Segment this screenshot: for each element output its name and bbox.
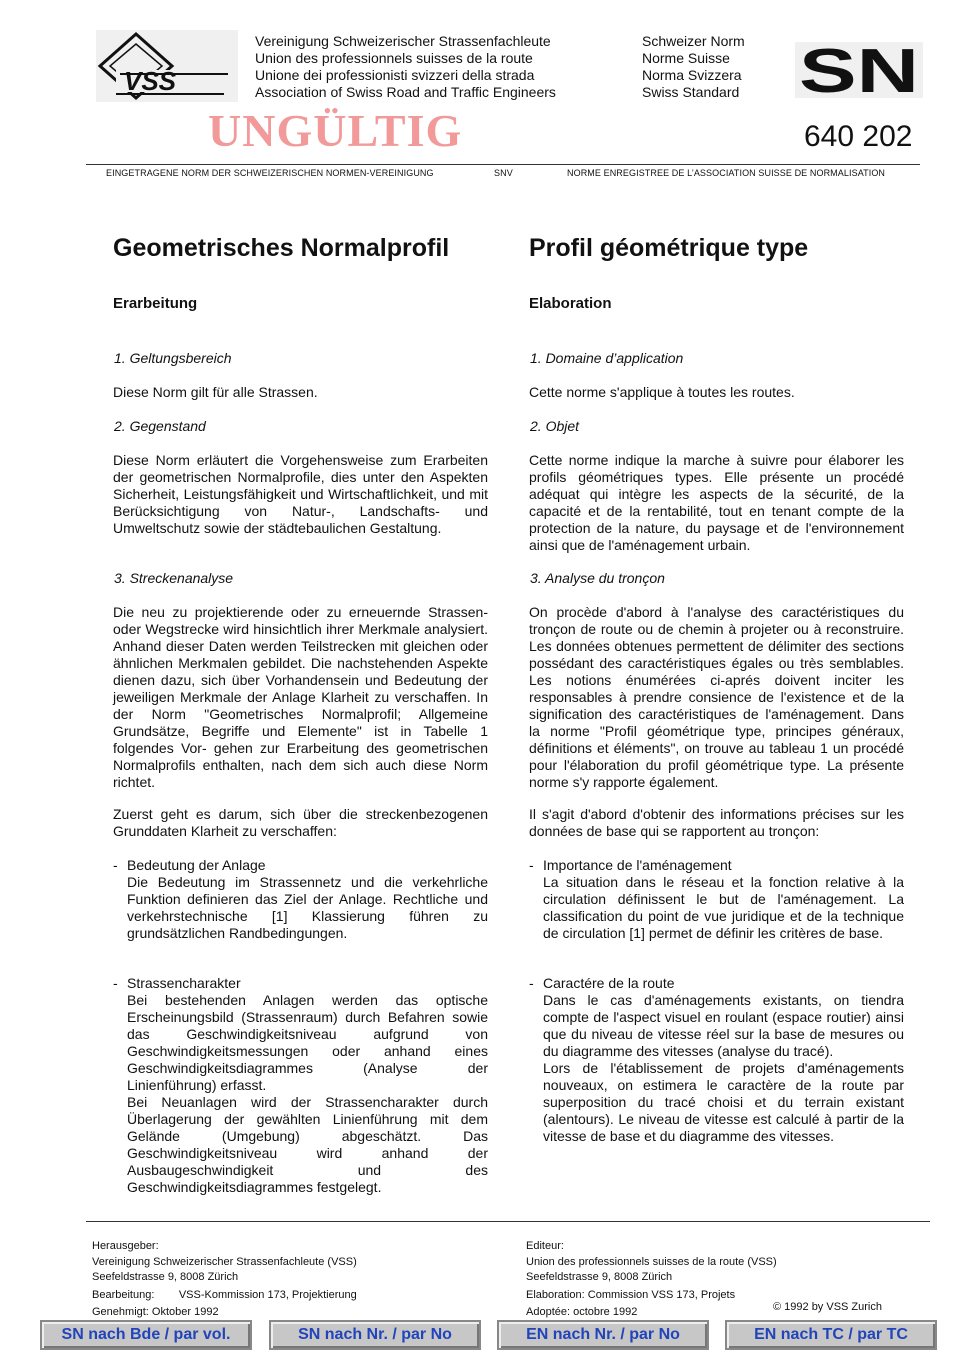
list-item-title: Bedeutung der Anlage [127, 857, 266, 873]
section-heading-de-1: 1. Geltungsbereich [114, 350, 232, 366]
list-item-de-2: - Strassencharakter Bei bestehenden Anlagen werden das optische Erscheinungsbild (Strassenraum) durch Befahren sowie das Geschwindigkeitsniveau aufgrund von Geschwindigkeitsmessungen oder anhand eines Geschwindigkeitsdiagrammes (Analyse der Linienführung) erfasst. Bei Neuanlagen wird der Strassencharakter durch Überlagerung der gewählten Linienführung mit dem Gelände (Umgebung) abgeschätzt. Das Geschwindigkeitsniveau wird anhand der Ausbaugeschwindigkeit und des Geschwindigkeitsdiagrammes festgelegt. [113, 975, 488, 1195]
registered-norm-de: EINGETRAGENE NORM DER SCHWEIZERISCHEN NORMEN-VEREINIGUNG [106, 168, 434, 178]
title-fr: Profil géométrique type [529, 234, 809, 262]
nav-button-sn-by-number[interactable] [269, 1320, 481, 1350]
footer-line: Herausgeber: [92, 1240, 159, 1252]
registered-norm-fr: NORME ENREGISTREE DE L’ASSOCIATION SUISSE DE NORMALISATION [567, 168, 886, 178]
footer-line: Seefeldstrasse 9, 8008 Zürich [526, 1271, 673, 1283]
nav-button-label: SN nach Nr. / par No [298, 1326, 452, 1343]
footer-line: Seefeldstrasse 9, 8008 Zürich [92, 1271, 239, 1283]
list-item-text: Die Bedeutung im Strassennetz und die verkehrliche Funktion definieren das Ziel der Anlage. Rechtliche und verkehrstechnische [1] Klassierung führen zu grundsätzlichen Randbedingungen. [127, 874, 488, 941]
footer-line: Genehmigt: Oktober 1992 [92, 1306, 219, 1318]
paragraph-de-4: Zuerst geht es darum, sich über die streckenbezogenen Grunddaten Klarheit zu verschaffen: [113, 806, 488, 839]
footer-line: Editeur: [526, 1240, 564, 1252]
list-item-text: Bei bestehenden Anlagen werden das optische Erscheinungsbild (Strassenraum) durch Befahren sowie das Geschwindigkeitsniveau aufgrund von Geschwindigkeitsmessungen oder anhand eines Geschwindigkeitsdiagrammes (Analyse der Linienführung) erfasst. [127, 992, 488, 1093]
vss-logo-text: VSS [124, 66, 177, 96]
footer-line: Elaboration: Commission VSS 173, Projets [526, 1288, 736, 1301]
org-name-en: Association of Swiss Road and Traffic Engineers [255, 84, 556, 100]
footer-line: Bearbeitung: VSS-Kommission 173, Projektierung [92, 1288, 357, 1301]
nav-button-label: SN nach Bde / par vol. [61, 1326, 231, 1343]
list-item-title: Caractére de la route [543, 975, 675, 991]
norm-name-en: Swiss Standard [642, 84, 740, 100]
section-heading-fr-1: 1. Domaine d’application [530, 350, 684, 366]
invalid-stamp: UNGÜLTIG [208, 105, 463, 156]
title-de: Geometrisches Normalprofil [113, 234, 450, 262]
norm-names [642, 33, 745, 101]
subtitle-fr: Elaboration [529, 295, 612, 312]
org-name-de: Vereinigung Schweizerischer Strassenfachleute [255, 33, 551, 49]
nav-button-en-by-number[interactable] [497, 1320, 709, 1350]
list-item-title: Strassencharakter [127, 975, 241, 991]
footer-publisher-de [92, 1239, 492, 1321]
vss-logo [96, 30, 238, 102]
paragraph-de-2: Diese Norm erläutert die Vorgehensweise zum Erarbeiten der geometrischen Normalprofile, dies unter den Aspekten Sicherheit, Leistungsfähigkeit und Wirtschaftlichkeit, und mit Berücksichtigung von Natur-, Landschafts- und Umweltschutz sowie der städtebaulichen Gestaltung. [113, 452, 488, 536]
copyright: © 1992 by VSS Zurich [773, 1301, 882, 1313]
list-item-text: La situation dans le réseau et la fonction relative à la circulation définissent le but de l'aménagement. La classification du point de vue juridique et de la technique de circulation [1] permet de définir les critères de base. [543, 874, 904, 941]
section-heading-fr-2: 2. Objet [530, 418, 580, 434]
sn-logo-text: SN [799, 42, 919, 98]
paragraph-fr-2: Cette norme indique la marche à suivre pour élaborer les profils géométriques types. Elle présente un procédé adéquat qui intègre les aspects de la sécurité, de la capacité et de la rentabilité, tout en tenant compte de la protection de la nature, du paysage et de l'environnement ainsi que de l'aménagement urbain. [529, 452, 904, 553]
list-item-fr-2: - Caractére de la route Dans le cas d'aménagements existants, on tiendra compte de l'aspect visuel en roulant (espace routier) ainsi que du niveau de vitesse réel sur la base de mesures ou du diagramme des vitesses (analyse du tracé). Lors de l'établissement de projets d'aménagements nouveaux, on estimera le caractère de la route par superposition du tracé choisi et du terrain existant (alentours). Le niveau de vitesse est calculé à partir de la vitesse de base et du diagramme des vitesses. [529, 975, 904, 1144]
paragraph-fr-1: Cette norme s'applique à toutes les routes. [529, 384, 795, 400]
list-item-text: Dans le cas d'aménagements existants, on tiendra compte de l'aspect visuel en roulant (espace routier) ainsi que du niveau de vitesse réel sur la base de mesures ou du diagramme des vitesses (analyse du tracé). [543, 992, 904, 1059]
paragraph-de-3: Die neu zu projektierende oder zu erneuernde Strassen- oder Wegstrecke wird hinsichtlich ihrer Merkmale analysiert. Anhand dieser Daten werden Teilstrecken mit gleichen oder ähnlichen Merkmalen gebildet. Die nachstehenden Aspekte dienen dazu, sich über Vorhandensein und Bedeutung der jeweiligen Merkmale der Anlage Klarheit zu verschaffen. In der Norm "Geometrisches Normalprofil; Allgemeine Grundsätze, Begriffe und Elemente" ist in Tabelle 1 folgendes Vor- gehen zur Erarbeitung des geometrischen Normalprofils enthalten, nach dem sich auch diese Norm richtet. [113, 604, 488, 790]
norm-name-fr: Norme Suisse [642, 50, 730, 66]
snv-label: SNV [494, 168, 513, 178]
list-item-fr-1: - Importance de l'aménagement La situation dans le réseau et la fonction relative à la circulation définissent le but de l'aménagement. La classification du point de vue juridique et de la technique de circulation [1] permet de définir les critères de base. [529, 857, 904, 941]
list-item-text: Lors de l'établissement de projets d'aménagements nouveaux, on estimera le caractère de la route par superposition du tracé choisi et du terrain existant (alentours). Le niveau de vitesse est calculé à partir de la vitesse de base et du diagramme des vitesses. [543, 1060, 904, 1144]
section-heading-fr-3: 3. Analyse du tronçon [530, 570, 665, 586]
paragraph-de-1: Diese Norm gilt für alle Strassen. [113, 384, 318, 400]
footer-line: Union des professionnels suisses de la route (VSS) [526, 1255, 777, 1268]
list-item-text: Bei Neuanlagen wird der Strassencharakter durch Überlagerung der gewählten Linienführung mit dem Gelände (Umgebung) abgeschätzt. Das Geschwindigkeitsniveau wird anhand der Ausbaugeschwindigkeit und des Geschwindigkeitsdiagrammes festgelegt. [127, 1094, 488, 1195]
list-item-title: Importance de l'aménagement [543, 857, 732, 873]
sn-logo [795, 42, 923, 98]
subtitle-de: Erarbeitung [113, 295, 198, 312]
org-names [255, 33, 556, 101]
section-heading-de-2: 2. Gegenstand [114, 418, 206, 434]
paragraph-fr-3: On procède d'abord à l'analyse des caractéristiques du tronçon de route ou de chemin à projeter ou à reconstruire. Les données obtenues permettent de délimiter des sections possédant des caractéristiques égales ou très semblables. Les notions énumérées ci-aprés doivent inciter les responsables à prendre consience de l'existence et de la signification des caractéristiques de l'aménagement. Dans la norme "Profil géométrique type, principes généraux, définitions et éléments", on trouve au tableau 1 un procédé pour l'élaboration du profil géométrique type. La présente norme s'y rapporte également. [529, 604, 904, 790]
org-name-fr: Union des professionnels suisses de la route [255, 50, 533, 66]
nav-button-en-by-tc[interactable] [725, 1320, 937, 1350]
document-number: 640 202 [804, 120, 913, 153]
norm-name-it: Norma Svizzera [642, 67, 742, 83]
section-heading-de-3: 3. Streckenanalyse [114, 570, 234, 586]
paragraph-fr-4: Il s'agit d'abord d'obtenir des informations précises sur les données de base qui se rapportent au tronçon: [529, 806, 904, 839]
nav-button-label: EN nach Nr. / par No [526, 1326, 680, 1343]
list-item-de-1: - Bedeutung der Anlage Die Bedeutung im Strassennetz und die verkehrliche Funktion definieren das Ziel der Anlage. Rechtliche und verkehrstechnische [1] Klassierung führen zu grundsätzlichen Randbedingungen. [113, 857, 488, 941]
nav-button-label: EN nach TC / par TC [754, 1326, 908, 1343]
footer-line: Vereinigung Schweizerischer Strassenfachleute (VSS) [92, 1255, 357, 1268]
header-divider [86, 164, 920, 165]
nav-button-sn-by-volume[interactable] [40, 1320, 252, 1350]
org-name-it: Unione dei professionisti svizzeri della strada [255, 67, 535, 83]
norm-name-de: Schweizer Norm [642, 33, 745, 49]
footer-line: Adoptée: octobre 1992 [526, 1306, 638, 1318]
footer-divider [86, 1221, 930, 1222]
